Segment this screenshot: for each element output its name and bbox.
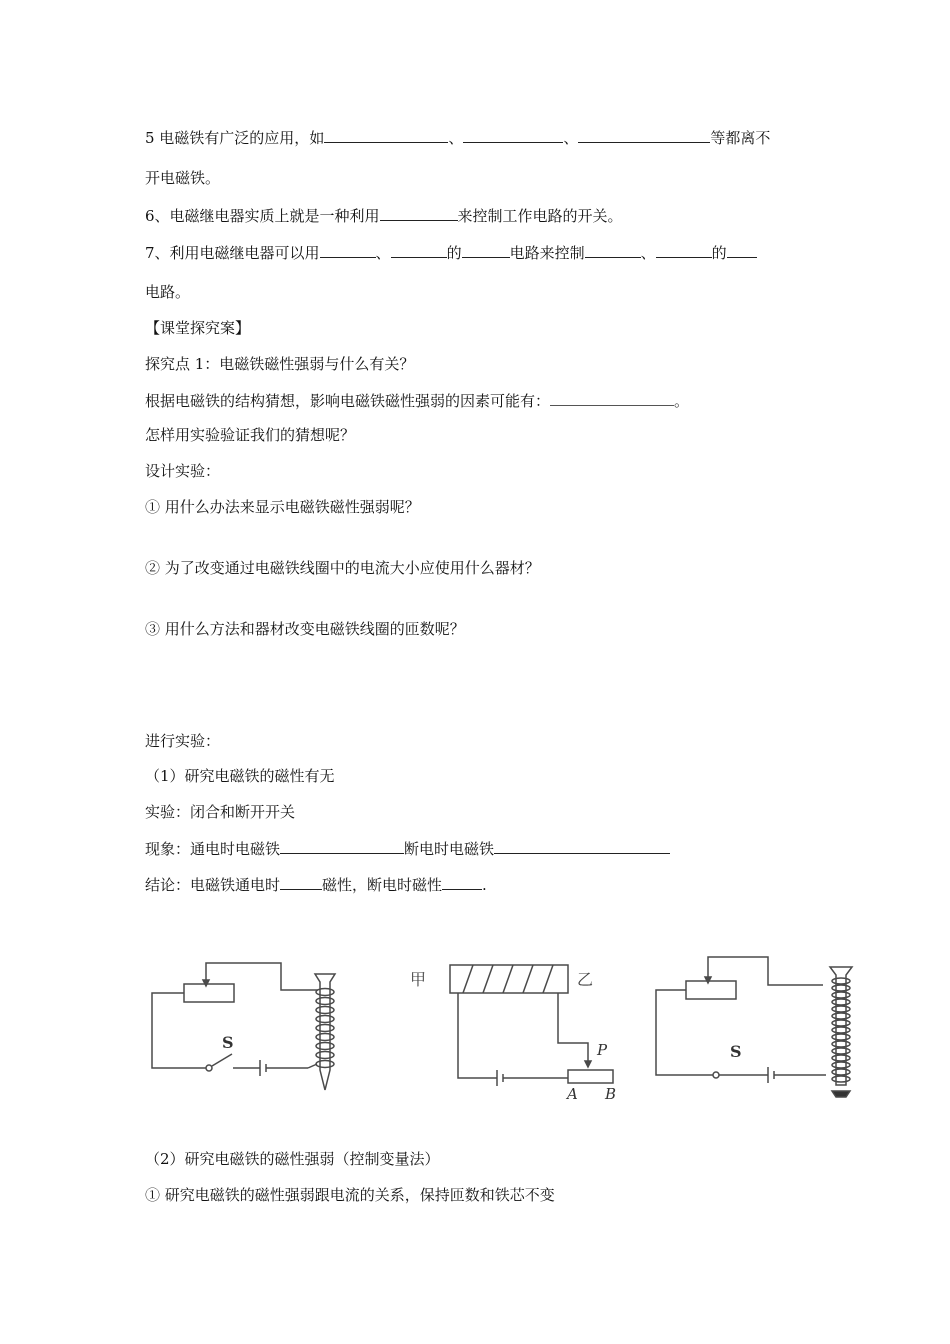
conclusion-mid: 磁性，断电时磁性 bbox=[322, 876, 443, 894]
q7-blank-5[interactable] bbox=[656, 241, 712, 258]
design-question-2: ② 为了改变通过电磁铁线圈中的电流大小应使用什么器材？ bbox=[145, 559, 540, 577]
q7-sep-1: 、 bbox=[375, 244, 391, 262]
slider-arrow bbox=[203, 980, 209, 986]
q7-blank-4[interactable] bbox=[585, 241, 641, 258]
phenomenon-blank-2[interactable] bbox=[494, 837, 670, 854]
question-5 bbox=[145, 126, 770, 149]
rheostat bbox=[686, 981, 736, 999]
how-verify: 怎样用实验验证我们的猜想呢？ bbox=[145, 426, 356, 444]
q5-continuation: 开电磁铁。 bbox=[145, 169, 221, 187]
explore-point-1: 探究点 1：电磁铁磁性强弱与什么有关？ bbox=[145, 355, 415, 373]
q6-prefix: 6、电磁继电器实质上就是一种利用 bbox=[145, 207, 380, 225]
q5-blank-2[interactable] bbox=[463, 126, 563, 143]
question-6 bbox=[145, 204, 623, 227]
coil-turns bbox=[832, 978, 850, 1082]
phenomenon-mid: 断电时电磁铁 bbox=[404, 840, 495, 858]
part-2-title: （2）研究电磁铁的磁性强弱（控制变量法） bbox=[145, 1150, 440, 1168]
phenomenon-blank-1[interactable] bbox=[280, 837, 404, 854]
q5-blank-3[interactable] bbox=[578, 126, 710, 143]
conclusion-prefix: 结论：电磁铁通电时 bbox=[145, 876, 281, 894]
label-p: P bbox=[597, 1041, 608, 1059]
figure-3-circuit bbox=[650, 945, 860, 1105]
q7-text-3: 的 bbox=[711, 244, 727, 262]
label-a: A bbox=[567, 1085, 578, 1103]
label-yi: 乙 bbox=[577, 970, 594, 989]
label-b: B bbox=[605, 1085, 617, 1103]
switch-label: S bbox=[730, 1042, 742, 1061]
q5-blank-1[interactable] bbox=[324, 126, 448, 143]
q7-text-1: 的 bbox=[446, 244, 462, 262]
label-jia: 甲 bbox=[410, 970, 427, 989]
design-question-3: ③ 用什么方法和器材改变电磁铁线圈的匝数呢？ bbox=[145, 620, 465, 638]
iron-filings bbox=[832, 1091, 850, 1097]
q7-text-2: 电路来控制 bbox=[509, 244, 585, 262]
q5-sep-2: 、 bbox=[563, 129, 579, 147]
switch-pivot bbox=[713, 1072, 719, 1078]
q7-blank-3[interactable] bbox=[462, 241, 510, 258]
phenomenon-line bbox=[145, 837, 670, 860]
rheostat bbox=[184, 984, 234, 1002]
conclusion-suffix: . bbox=[482, 876, 487, 894]
figure-1-circuit bbox=[140, 950, 350, 1100]
conduct-experiment: 实验：闭合和断开开关 bbox=[145, 803, 296, 821]
slider-arrow bbox=[705, 977, 711, 983]
part-2-item-1: ① 研究电磁铁的磁性强弱跟电流的关系，保持匝数和铁芯不变 bbox=[145, 1186, 555, 1204]
phenomenon-prefix: 现象：通电时电磁铁 bbox=[145, 840, 281, 858]
q7-blank-1[interactable] bbox=[320, 241, 376, 258]
conclusion-line bbox=[145, 873, 487, 896]
q7-prefix: 7、利用电磁继电器可以用 bbox=[145, 244, 320, 262]
conclusion-blank-1[interactable] bbox=[280, 873, 322, 890]
design-experiment: 设计实验： bbox=[145, 462, 221, 480]
question-7 bbox=[145, 241, 757, 264]
q7-blank-2[interactable] bbox=[391, 241, 447, 258]
slider-rheostat bbox=[568, 1070, 613, 1083]
q7-continuation: 电路。 bbox=[145, 283, 191, 301]
q5-sep-1: 、 bbox=[448, 129, 464, 147]
figure-2-circuit bbox=[405, 955, 625, 1105]
guess-line bbox=[145, 389, 689, 412]
switch-label: S bbox=[222, 1033, 234, 1052]
q7-sep-2: 、 bbox=[640, 244, 656, 262]
switch-lever bbox=[212, 1054, 232, 1066]
switch-pivot bbox=[206, 1065, 212, 1071]
q5-suffix: 等都离不 bbox=[710, 129, 771, 147]
conduct-sub-1: （1）研究电磁铁的磁性有无 bbox=[145, 767, 335, 785]
guess-prefix: 根据电磁铁的结构猜想，影响电磁铁磁性强弱的因素可能有： bbox=[145, 392, 551, 410]
guess-suffix: 。 bbox=[674, 392, 690, 410]
coil-turns bbox=[316, 989, 334, 1068]
design-question-1: ① 用什么办法来显示电磁铁磁性强弱呢？ bbox=[145, 498, 420, 516]
slider-p-arrow bbox=[585, 1061, 591, 1067]
q6-blank[interactable] bbox=[380, 204, 458, 221]
q5-prefix: 5 电磁铁有广泛的应用，如 bbox=[145, 129, 325, 147]
conclusion-blank-2[interactable] bbox=[442, 873, 482, 890]
section-title: 【课堂探究案】 bbox=[145, 319, 251, 337]
conduct-title: 进行实验： bbox=[145, 732, 221, 750]
q6-suffix: 来控制工作电路的开关。 bbox=[457, 207, 623, 225]
q7-blank-6[interactable] bbox=[727, 241, 757, 258]
solenoid-windings bbox=[463, 965, 553, 993]
guess-blank[interactable] bbox=[550, 389, 674, 406]
